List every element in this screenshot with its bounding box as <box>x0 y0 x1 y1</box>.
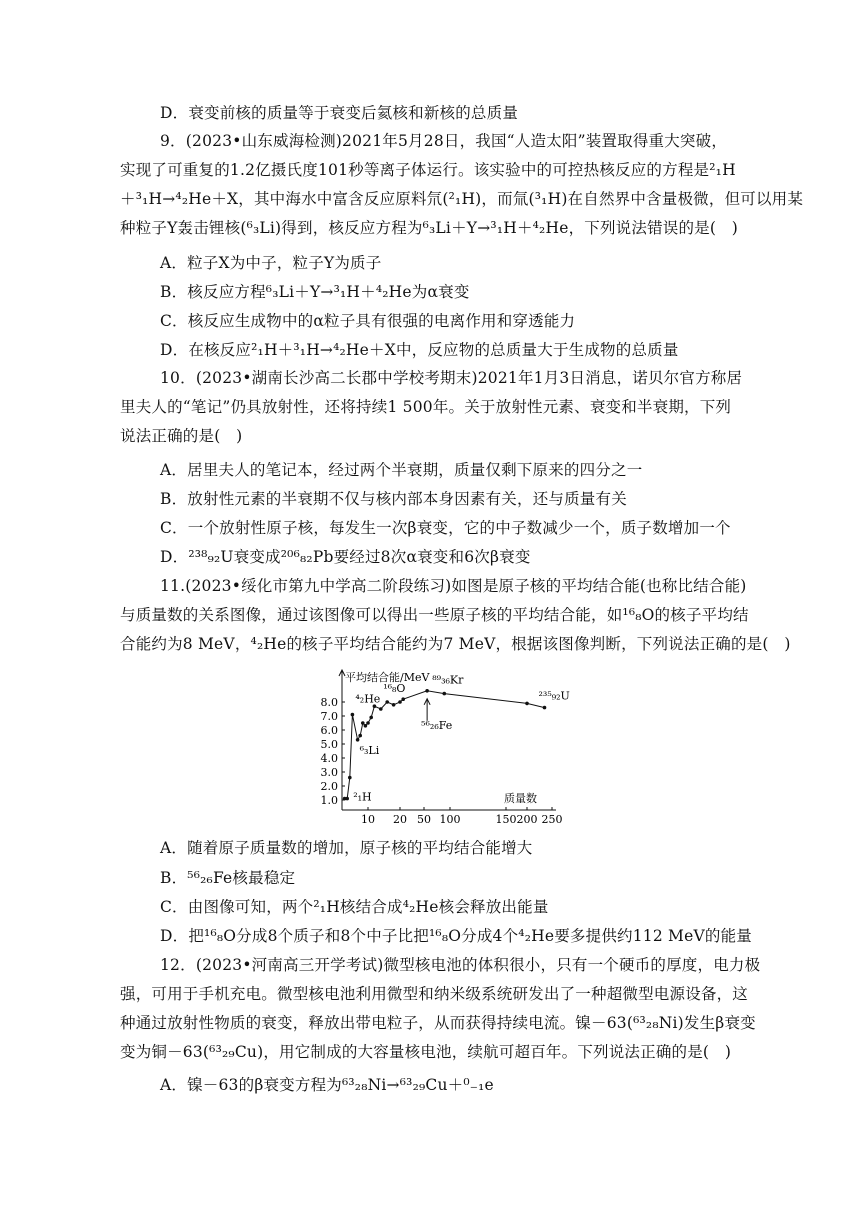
nuclide-label: ⁵⁶₂₆Fe <box>421 718 453 732</box>
x-tick-label: 200 <box>516 813 538 826</box>
data-point <box>356 738 360 742</box>
data-point <box>401 697 405 701</box>
q9-stem-line-3: ＋³₁H→⁴₂He＋X，其中海水中富含反应原料氘(²₁H)，而氚(³₁H)在自然界中含量极微，但可以用某 <box>120 190 804 208</box>
data-point <box>543 706 547 710</box>
y-tick-label: 6.0 <box>320 724 338 737</box>
x-tick-label: 150 <box>495 813 517 826</box>
x-tick-label: 250 <box>541 813 563 826</box>
data-point <box>358 734 362 738</box>
data-point <box>385 700 389 704</box>
q9-stem-line-1: 9．(2023•山东威海检测)2021年5月28日，我国“人造太阳”装置取得重大突破， <box>160 132 728 150</box>
data-point <box>348 776 352 780</box>
q10-stem-line-3: 说法正确的是( ) <box>120 427 243 445</box>
data-point <box>392 703 396 707</box>
q9-option-c: C．核反应生成物中的α粒子具有很强的电离作用和穿透能力 <box>160 312 576 330</box>
q11-stem-line-2: 与质量数的关系图像，通过该图像可以得出一些原子核的平均结合能，如¹⁶₈O的核子平均结 <box>120 606 749 624</box>
q12-stem-line-1: 12．(2023•河南高三开学考试)微型核电池的体积很小，只有一个硬币的厚度，电力极 <box>160 956 761 974</box>
q11-option-a: A．随着原子质量数的增加，原子核的平均结合能增大 <box>160 839 533 857</box>
q11-option-c: C．由图像可知，两个²₁H核结合成⁴₂He核会释放出能量 <box>160 898 549 916</box>
q12-option-a: A．镍－63的β衰变方程为⁶³₂₈Ni→⁶³₂₉Cu＋⁰₋₁e <box>160 1076 494 1094</box>
q8-option-d: D．衰变前核的质量等于衰变后氦核和新核的总质量 <box>160 104 519 122</box>
y-tick-label: 5.0 <box>320 738 338 751</box>
q11-stem-line-1: 11.(2023•绥化市第九中学高二阶段练习)如图是原子核的平均结合能(也称比结合能) <box>160 577 747 595</box>
nuclide-label: ²³⁵₉₂U <box>538 689 570 703</box>
data-point <box>425 689 429 693</box>
binding-energy-chart-svg <box>312 660 582 830</box>
q11-stem-line-3: 合能约为8 MeV，⁴₂He的核子平均结合能约为7 MeV，根据该图像判断，下列说法正确的是( ) <box>120 635 791 653</box>
nuclide-label: ⁸⁹₃₆Kr <box>432 673 464 687</box>
x-tick-label: 50 <box>417 813 431 826</box>
q9-stem-line-4: 种粒子Y轰击锂核(⁶₃Li)得到，核反应方程为⁶₃Li＋Y→³₁H＋⁴₂He，下列说法错误的是( ) <box>120 219 739 237</box>
nuclide-label: ⁶₃Li <box>359 743 380 757</box>
data-point <box>525 702 529 706</box>
data-point <box>442 692 446 696</box>
q10-stem-line-1: 10．(2023•湖南长沙高二长郡中学校考期末)2021年1月3日消息，诺贝尔官方称居 <box>160 369 743 387</box>
nuclide-label: ²₁H <box>353 790 372 804</box>
q10-stem-line-2: 里夫人的“笔记”仍具放射性，还将持续1 500年。关于放射性元素、衰变和半衰期，下列 <box>120 398 732 416</box>
q9-option-a: A．粒子X为中子，粒子Y为质子 <box>160 254 382 272</box>
data-point <box>351 713 355 717</box>
y-tick-label: 2.0 <box>320 780 338 793</box>
x-tick-label: 10 <box>361 813 375 826</box>
nuclide-label: ⁴₂He <box>355 692 381 706</box>
y-tick-label: 7.0 <box>320 710 338 723</box>
binding-energy-chart <box>312 660 582 830</box>
y-axis-label: 平均结合能/MeV <box>345 671 430 684</box>
q10-option-d: D．²³⁸₉₂U衰变成²⁰⁶₈₂Pb要经过8次α衰变和6次β衰变 <box>160 548 531 566</box>
x-tick-label: 20 <box>393 813 407 826</box>
data-point <box>366 721 370 725</box>
q12-stem-line-2: 强，可用于手机充电。微型核电池利用微型和纳米级系统研发出了一种超微型电源设备，这 <box>120 985 749 1003</box>
data-point <box>345 797 349 801</box>
q12-stem-line-4: 变为铜－63(⁶³₂₉Cu)，用它制成的大容量核电池，续航可超百年。下列说法正确的是( ) <box>120 1043 732 1061</box>
data-point <box>398 700 402 704</box>
q10-option-b: B．放射性元素的半衰期不仅与核内部本身因素有关，还与质量有关 <box>160 490 627 508</box>
q10-option-c: C．一个放射性原子核，每发生一次β衰变，它的中子数减少一个，质子数增加一个 <box>160 519 731 537</box>
q9-option-d: D．在核反应²₁H＋³₁H→⁴₂He＋X中，反应物的总质量大于生成物的总质量 <box>160 341 679 359</box>
data-point <box>379 707 383 711</box>
data-point <box>364 724 368 728</box>
q9-stem-line-2: 实现了可重复的1.2亿摄氏度101秒等离子体运行。该实验中的可控热核反应的方程是²₁H <box>120 161 736 179</box>
y-tick-label: 3.0 <box>320 766 338 779</box>
q11-option-b: B．⁵⁶₂₆Fe核最稳定 <box>160 869 296 887</box>
y-tick-label: 1.0 <box>320 794 338 807</box>
data-point <box>361 721 365 725</box>
data-point <box>369 716 373 720</box>
y-tick-label: 4.0 <box>320 752 338 765</box>
q10-option-a: A．居里夫人的笔记本，经过两个半衰期，质量仅剩下原来的四分之一 <box>160 461 643 479</box>
x-tick-label: 100 <box>439 813 461 826</box>
nuclide-label: ¹⁶₈O <box>383 682 406 695</box>
x-axis-label: 质量数 <box>504 792 537 805</box>
q11-option-d: D．把¹⁶₈O分成8个质子和8个中子比把¹⁶₈O分成4个⁴₂He要多提供约112 MeV的能量 <box>160 927 752 945</box>
q12-stem-line-3: 种通过放射性物质的衰变，释放出带电粒子，从而获得持续电流。镍－63(⁶³₂₈Ni)发生β衰变 <box>120 1014 756 1032</box>
y-tick-label: 8.0 <box>320 696 338 709</box>
q9-option-b: B．核反应方程⁶₃Li＋Y→³₁H＋⁴₂He为α衰变 <box>160 283 470 301</box>
